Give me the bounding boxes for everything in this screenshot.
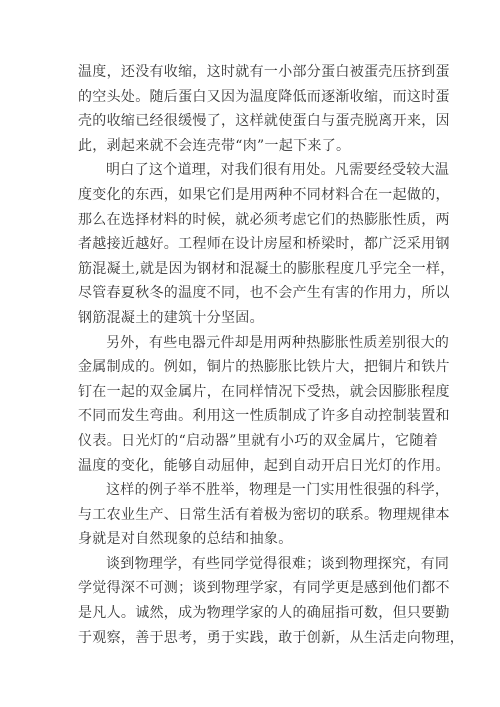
text-line: 钢筋混凝土的建筑十分坚固。 bbox=[78, 309, 264, 326]
text-line: 钉在一起的双金属片，在同样情况下受热，就会因膨胀程度 bbox=[78, 383, 450, 400]
text-line: 那么在选择材料的时候，就必须考虑它们的热膨胀性质，两 bbox=[78, 211, 450, 228]
paragraph-3 bbox=[78, 331, 450, 479]
text-line: 身就是对自然现象的总结和抽象。 bbox=[78, 531, 293, 548]
text-line: 不同而发生弯曲。利用这一性质制成了许多自动控制装置和 bbox=[78, 408, 450, 425]
text-line: 筋混凝土,就是因为钢材和混凝土的膨胀程度几乎完全一样， bbox=[78, 260, 455, 277]
document-page bbox=[78, 60, 465, 650]
text-line: 于观察，善于思考，勇于实践，敢于创新，从生活走向物理， bbox=[78, 629, 465, 646]
text-line: 温度的变化，能够自动屈伸，起到自动开启日光灯的作用。 bbox=[78, 457, 450, 474]
text-line: 此，剥起来就不会连壳带“肉”一起下来了。 bbox=[78, 137, 351, 154]
text-line: 与工农业生产、日常生活有着极为密切的联系。物理规律本 bbox=[78, 506, 450, 523]
text-line: 金属制成的。例如，铜片的热膨胀比铁片大，把铜片和铁片 bbox=[78, 359, 450, 376]
text-line: 者越接近越好。工程师在设计房屋和桥梁时，都广泛采用钢 bbox=[78, 236, 450, 253]
text-line: 谈到物理学，有些同学觉得很难；谈到物理探究，有同 bbox=[106, 555, 450, 572]
paragraph-2 bbox=[78, 158, 455, 330]
paragraph-4 bbox=[78, 478, 450, 552]
text-line: 这样的例子举不胜举，物理是一门实用性很强的科学， bbox=[106, 482, 450, 499]
text-line: 明白了这个道理，对我们很有用处。凡需要经受较大温 bbox=[106, 162, 450, 179]
text-line: 温度，还没有收缩，这时就有一小部分蛋白被蛋壳压挤到蛋 bbox=[78, 64, 450, 80]
paragraph-5 bbox=[78, 552, 465, 650]
text-line: 是凡人。诚然，成为物理学家的人的确屈指可数，但只要勤 bbox=[78, 605, 450, 622]
text-line: 学觉得深不可测；谈到物理学家，有同学更是感到他们都不 bbox=[78, 580, 450, 597]
text-line: 尽管春夏秋冬的温度不同，也不会产生有害的作用力，所以 bbox=[78, 285, 450, 302]
text-line: 另外，有些电器元件却是用两种热膨胀性质差别很大的 bbox=[106, 334, 450, 351]
text-line: 度变化的东西，如果它们是用两种不同材料合在一起做的， bbox=[78, 186, 450, 203]
text-line: 的空头处。随后蛋白又因为温度降低而逐渐收缩，而这时蛋 bbox=[78, 88, 450, 105]
paragraph-1 bbox=[78, 60, 450, 158]
text-line: 仪表。日光灯的“启动器”里就有小巧的双金属片，它随着 bbox=[78, 432, 438, 449]
text-line: 壳的收缩已经很缓慢了，这样就使蛋白与蛋壳脱离开来，因 bbox=[78, 113, 450, 130]
